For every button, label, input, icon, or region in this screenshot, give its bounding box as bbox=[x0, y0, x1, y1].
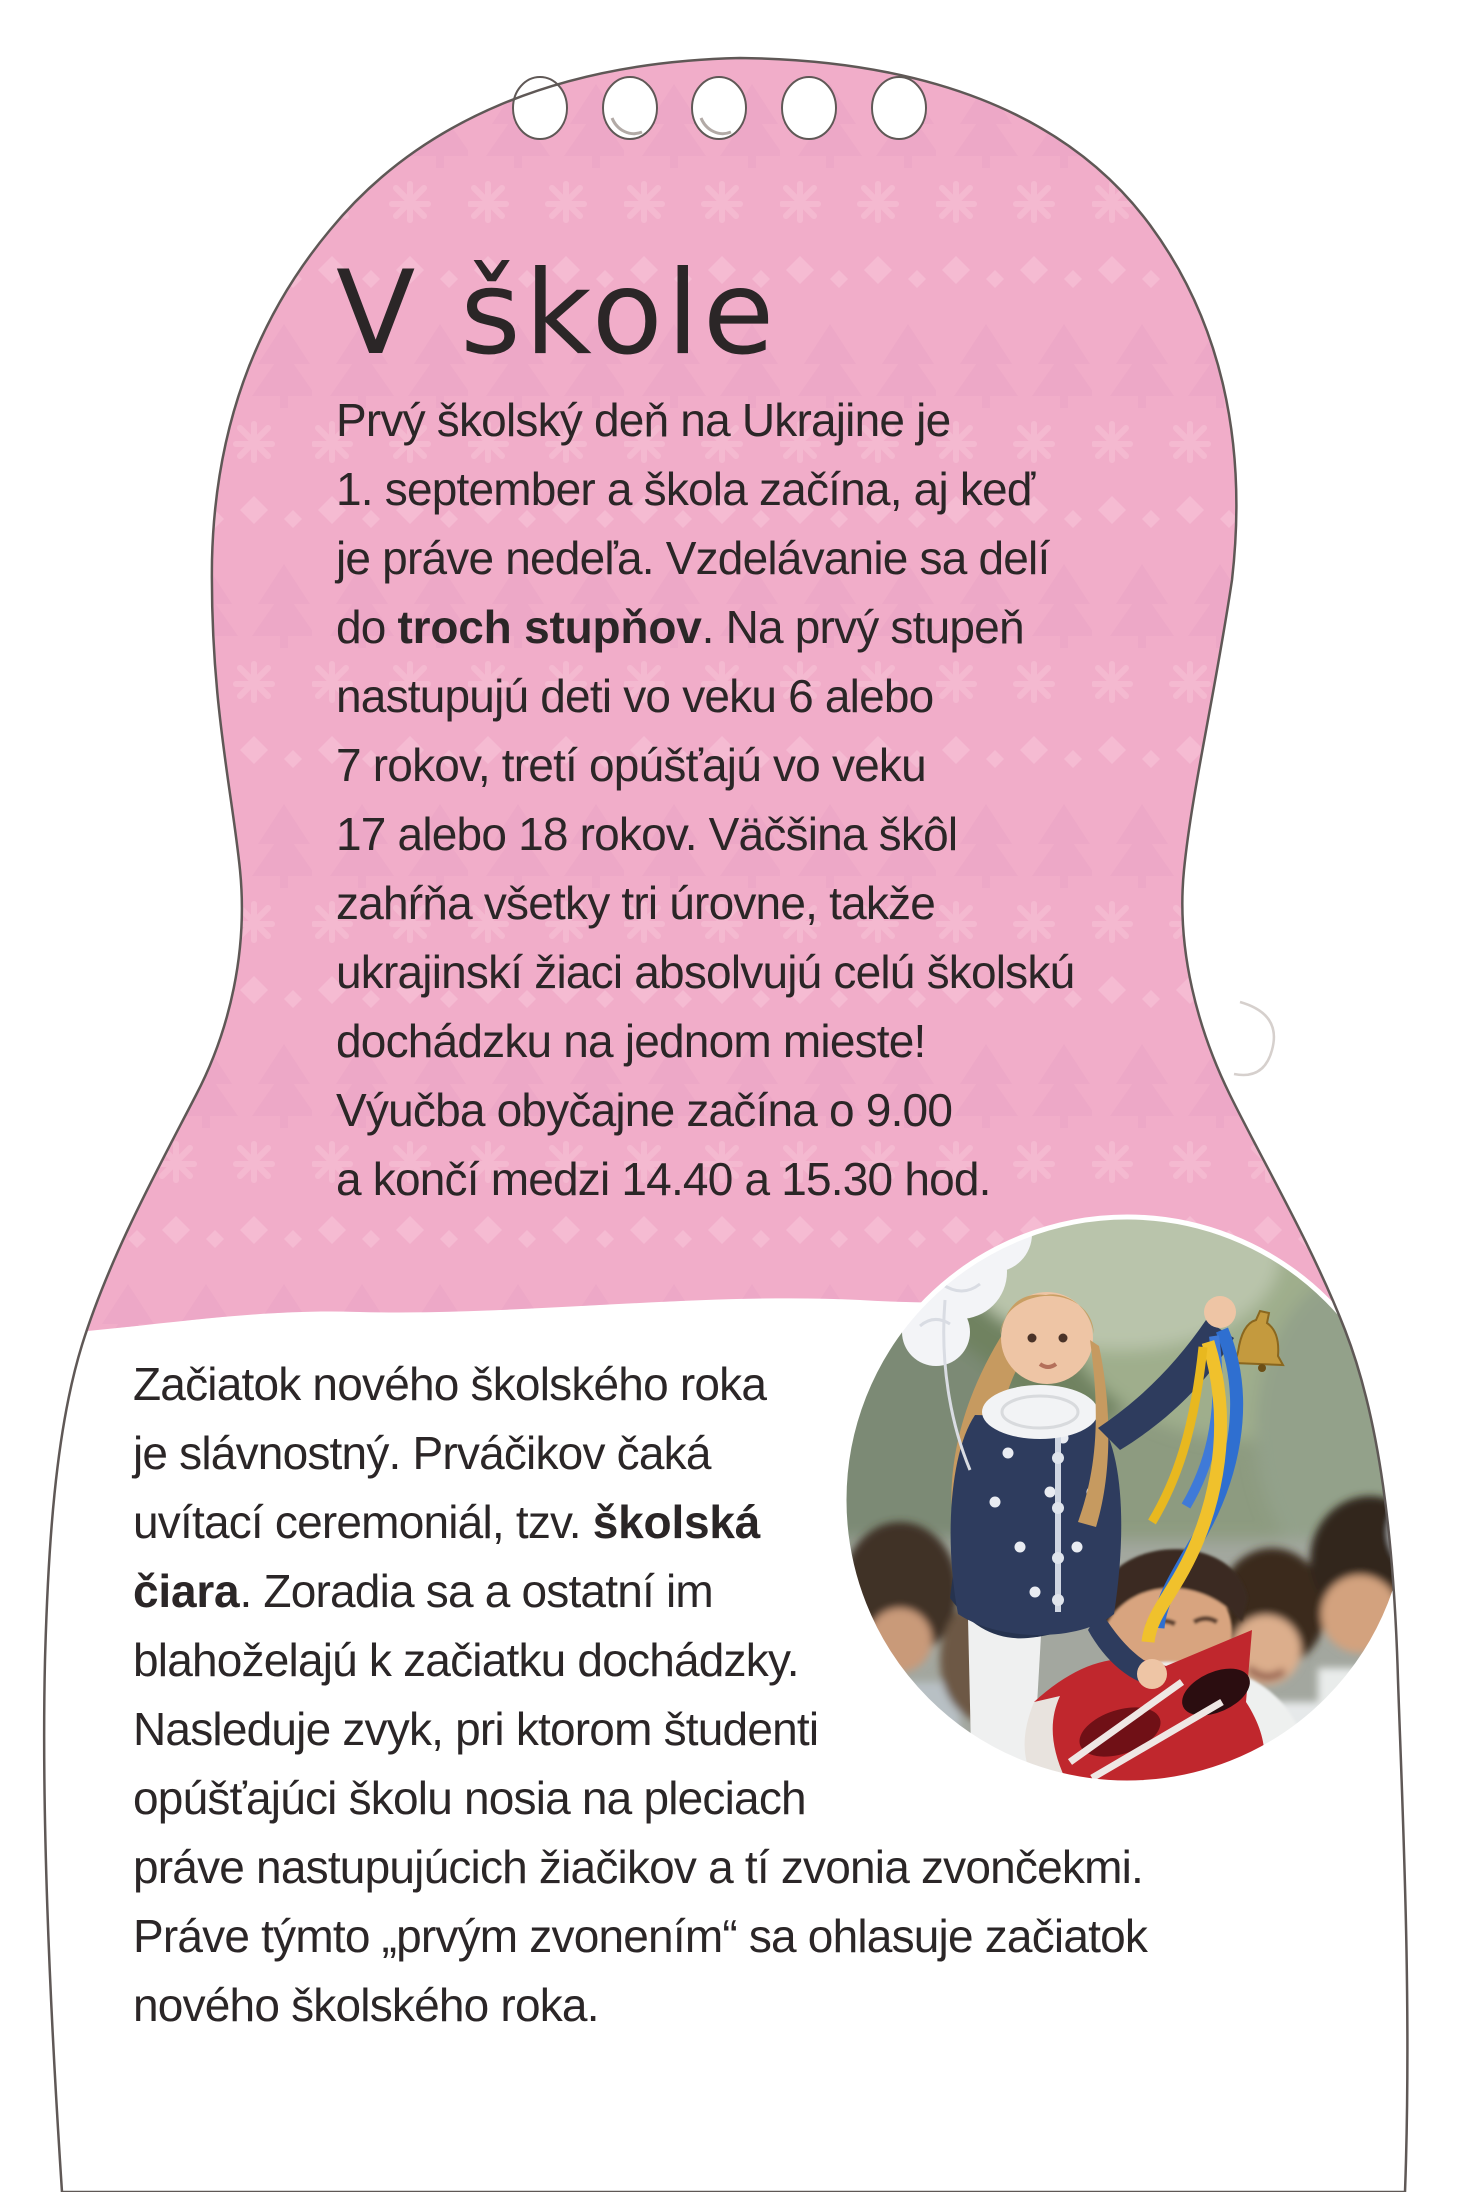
text-line: do troch stupňov. Na prvý stupeň bbox=[336, 601, 1024, 653]
text-line: Nasleduje zvyk, pri ktorom študenti bbox=[133, 1703, 819, 1755]
text-line: 1. september a škola začína, aj keď bbox=[336, 463, 1035, 515]
text-line: čiara. Zoradia sa a ostatní im bbox=[133, 1565, 713, 1617]
ceremony-paragraph bbox=[133, 1350, 1147, 2040]
text-line: Začiatok nového školského roka bbox=[133, 1358, 767, 1410]
curl-ornament bbox=[1234, 1002, 1274, 1075]
text-line: 7 rokov, tretí opúšťajú vo veku bbox=[336, 739, 926, 791]
text-line: dochádzku na jednom mieste! bbox=[336, 1015, 926, 1067]
text-line: je slávnostný. Prváčikov čaká bbox=[133, 1427, 711, 1479]
text-line: Prvý školský deň na Ukrajine je bbox=[336, 394, 951, 446]
text-line: je práve nedeľa. Vzdelávanie sa delí bbox=[336, 532, 1050, 584]
text-line: Práve týmto „prvým zvonením“ sa ohlasuje začiatok bbox=[133, 1910, 1148, 1962]
text-line: nového školského roka. bbox=[133, 1979, 599, 2031]
binder-hole bbox=[513, 77, 567, 139]
text-line: 17 alebo 18 rokov. Väčšina škôl bbox=[336, 808, 958, 860]
page-title: V škole bbox=[336, 245, 779, 381]
text-line: a končí medzi 14.40 a 15.30 hod. bbox=[336, 1153, 991, 1205]
binder-hole bbox=[872, 77, 926, 139]
text-line: opúšťajúci školu nosia na pleciach bbox=[133, 1772, 806, 1824]
text-line: nastupujú deti vo veku 6 alebo bbox=[336, 670, 934, 722]
binder-hole bbox=[782, 77, 836, 139]
text-line: Výučba obyčajne začína o 9.00 bbox=[336, 1084, 953, 1136]
intro-paragraph bbox=[336, 386, 1074, 1214]
text-line: práve nastupujúcich žiačikov a tí zvonia zvončekmi. bbox=[133, 1841, 1144, 1893]
text-line: blahoželajú k začiatku dochádzky. bbox=[133, 1634, 799, 1686]
binder-hole bbox=[692, 77, 746, 139]
binder-hole bbox=[603, 77, 657, 139]
text-line: zahŕňa všetky tri úrovne, takže bbox=[336, 877, 936, 929]
text-line: uvítací ceremoniál, tzv. školská bbox=[133, 1496, 761, 1548]
text-line: ukrajinskí žiaci absolvujú celú školskú bbox=[336, 946, 1075, 998]
